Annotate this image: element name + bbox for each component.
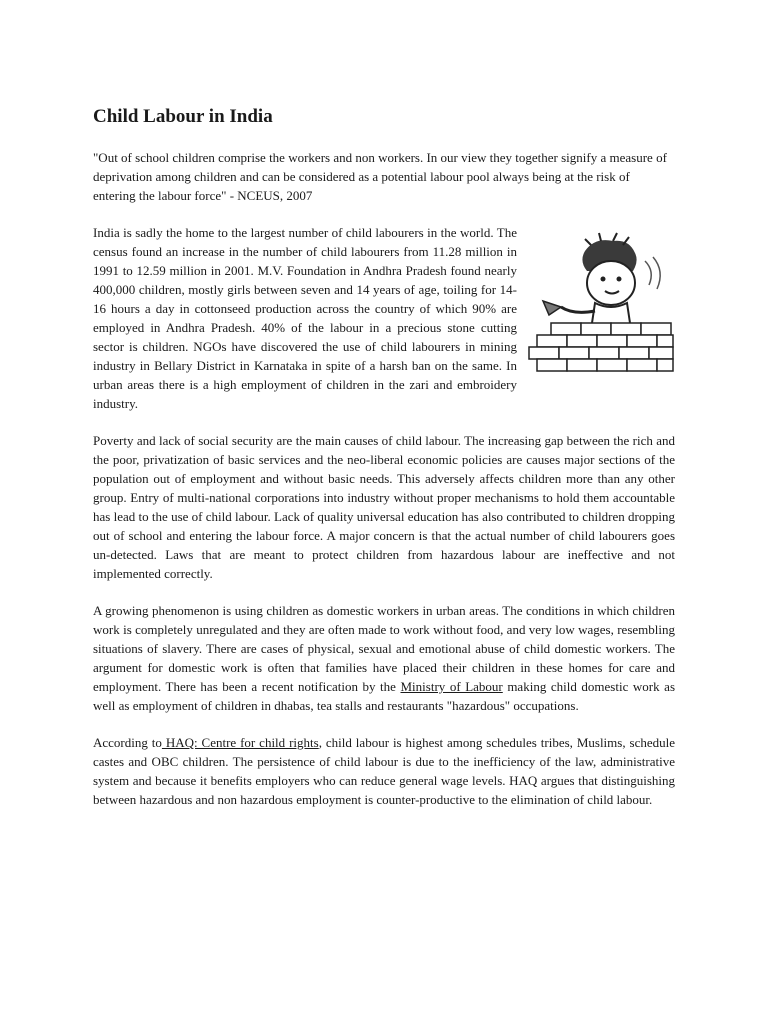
child-bricklayer-icon	[525, 231, 675, 379]
causes-paragraph: Poverty and lack of social security are the main causes of child labour. The increasing gap between the rich and the poor, privatization of basic services and the neo-liberal economic policies are causes major sections of the population out of employment and without basic needs. This adversely affects children more than any other group. Entry of multi-national corporations into industry without proper mechanisms to hold them accountable has lead to the use of child labour. Lack of quality universal education has also contributed to children dropping out of school and entering the labour force. A major concern is that the actual number of child labourers goes un-detected. Laws that are meant to protect children from hazardous labour are ineffective and not implemented correctly.	[93, 433, 675, 581]
ministry-of-labour-link[interactable]: Ministry of Labour	[400, 679, 503, 694]
domestic-workers-text-before: A growing phenomenon is using children as domestic workers in urban areas. The conditions in which children work is completely unregulated and they are often made to work without food, and very low wages, resembling situations of slavery. There are cases of physical, sexual and emotional abuse of child domestic workers. The argument for domestic work is often that families have placed their children in these homes for care and employment. There has been a recent notification by the	[93, 603, 675, 694]
child-bricklayer-illustration	[525, 231, 675, 379]
haq-centre-link[interactable]: HAQ: Centre for child rights	[161, 735, 319, 750]
domestic-workers-paragraph	[93, 601, 675, 715]
quote-paragraph: "Out of school children comprise the workers and non workers. In our view they together signify a measure of deprivation among children and can be considered as a potential labour pool always being at the risk of entering the labour force" - NCEUS, 2007	[93, 150, 667, 203]
intro-paragraph	[93, 223, 675, 413]
haq-paragraph	[93, 733, 675, 809]
haq-text-before: According to	[93, 735, 162, 750]
article	[93, 104, 675, 827]
intro-paragraph-text: India is sadly the home to the largest number of child labourers in the world. The census found an increase in the number of child labourers from 11.28 million in 1991 to 12.59 million in 2001. M.V. Foundation in Andhra Pradesh found nearly 400,000 children, mostly girls between seven and 14 years of age, toiling for 14-16 hours a day in cottonseed production across the country of which 90% are employed in Andhra Pradesh. 40% of the labour in a precious stone cutting sector is children. NGOs have discovered the use of child labourers in mining industry in Bellary District in Karnataka in spite of a harsh ban on the same. In urban areas there is a high employment of children in the zari and embroidery industry.	[93, 225, 517, 411]
haq-text-after: , child labour is highest among schedules tribes, Muslims, schedule castes and OBC children. The persistence of child labour is due to the inefficiency of the law, administrative system and because it benefits employers who can reduce general wage levels. HAQ argues that distinguishing between hazardous and non hazardous employment is counter-productive to the elimination of child labour.	[93, 735, 675, 807]
page-title: Child Labour in India	[93, 106, 273, 127]
domestic-workers-text-after: making child domestic work as well as employment of children in dhabas, tea stalls and restaurants "hazardous" occupations.	[93, 679, 676, 713]
